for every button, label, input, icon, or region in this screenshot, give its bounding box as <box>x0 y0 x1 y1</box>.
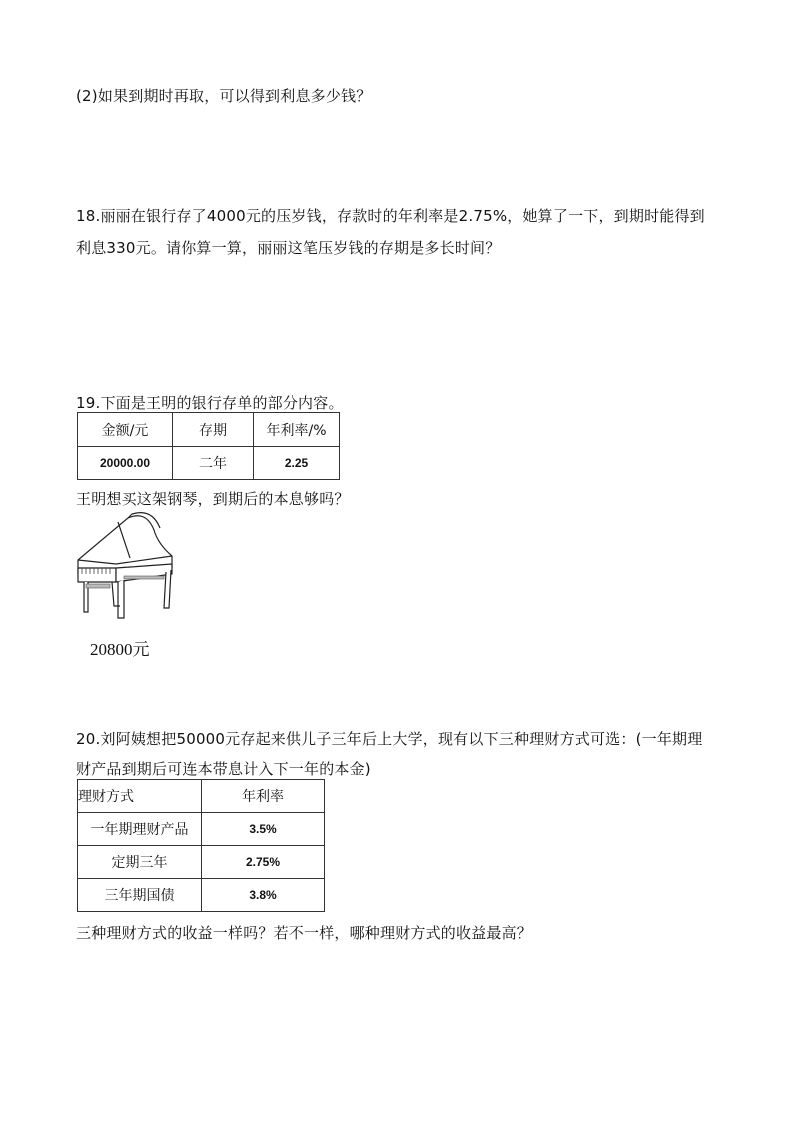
q19-intro: 19.下面是王明的银行存单的部分内容。 <box>76 394 344 412</box>
table-cell-amount: 20000.00 <box>78 447 173 480</box>
table-header-cell: 理财方式 <box>78 780 202 813</box>
table-header-row <box>78 780 325 813</box>
table-header-cell: 存期 <box>173 413 254 447</box>
table-header-cell: 年利率/% <box>254 413 340 447</box>
q20-text-line1: 20.刘阿姨想把50000元存起来供儿子三年后上大学，现有以下三种理财方式可选：(一年期理 <box>76 730 703 748</box>
table-header-cell: 年利率 <box>202 780 325 813</box>
q20-question: 三种理财方式的收益一样吗？若不一样，哪种理财方式的收益最高？ <box>76 924 533 942</box>
table-cell-rate: 2.75% <box>202 846 325 879</box>
q18-text-line2: 利息330元。请你算一算，丽丽这笔压岁钱的存期是多长时间？ <box>76 239 501 257</box>
q19-deposit-table <box>77 412 340 480</box>
table-row <box>78 447 340 480</box>
table-header-row <box>78 413 340 447</box>
piano-price-label: 20800元 <box>90 640 150 659</box>
table-row <box>78 813 325 846</box>
table-cell-rate: 3.8% <box>202 879 325 912</box>
table-cell-term: 二年 <box>173 447 254 480</box>
q18-text-line1: 18.丽丽在银行存了4000元的压岁钱，存款时的年利率是2.75%，她算了一下，到期时能得到 <box>76 207 705 225</box>
table-cell-rate: 2.25 <box>254 447 340 480</box>
q19-question: 王明想买这架钢琴，到期后的本息够吗？ <box>76 490 350 508</box>
table-cell-method: 一年期理财产品 <box>78 813 202 846</box>
table-cell-rate: 3.5% <box>202 813 325 846</box>
table-cell-method: 定期三年 <box>78 846 202 879</box>
q20-finance-table <box>77 779 325 912</box>
table-header-cell: 金额/元 <box>78 413 173 447</box>
table-row <box>78 879 325 912</box>
table-cell-method: 三年期国债 <box>78 879 202 912</box>
table-row <box>78 846 325 879</box>
grand-piano-icon <box>72 512 176 620</box>
q20-text-line2: 财产品到期后可连本带息计入下一年的本金) <box>76 760 371 778</box>
q17-part2-text: (2)如果到期时再取，可以得到利息多少钱？ <box>76 87 372 105</box>
